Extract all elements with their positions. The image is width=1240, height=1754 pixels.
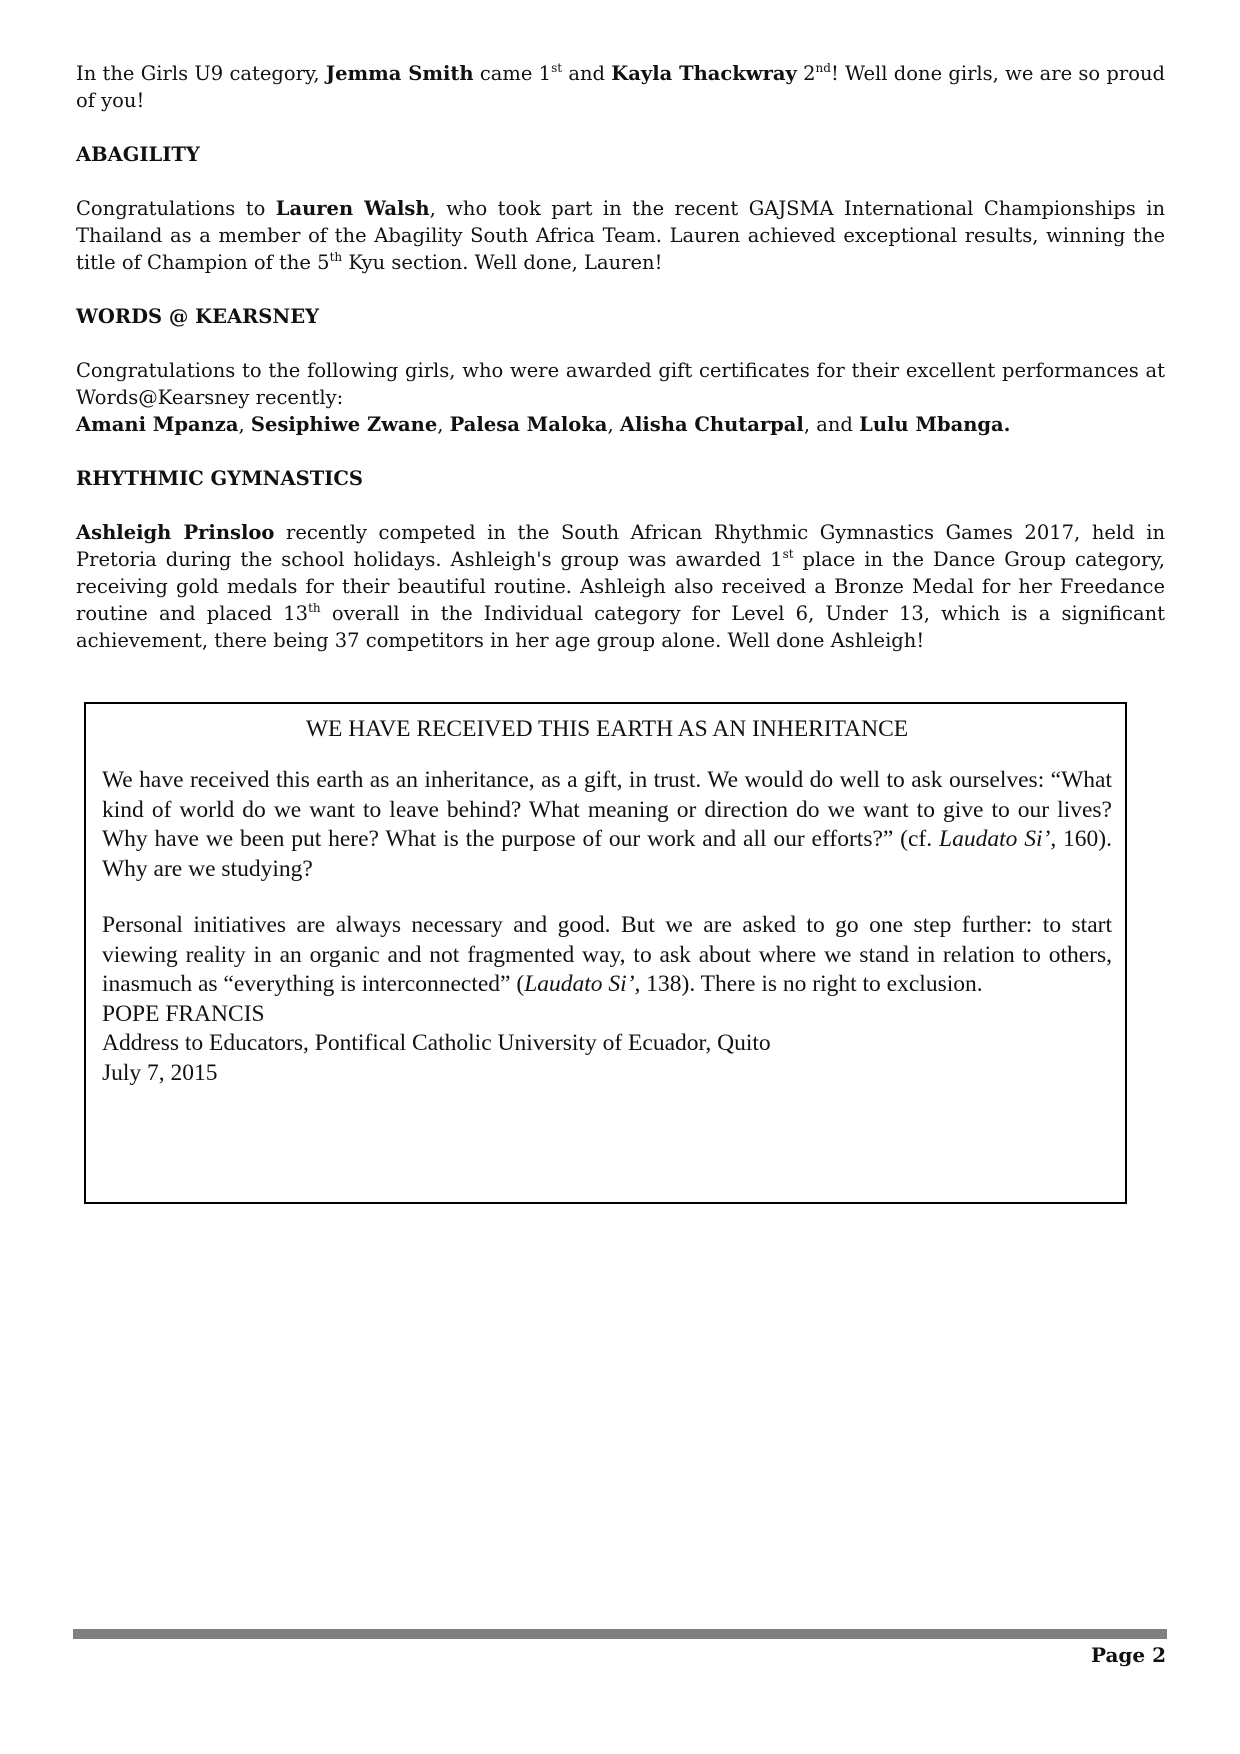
gymnast-name: Ashleigh Prinsloo xyxy=(76,521,275,544)
quote-title: WE HAVE RECEIVED THIS EARTH AS AN INHERITANCE xyxy=(305,716,909,742)
words-paragraph: Congratulations to the following girls, who were awarded gift certificates for their excellent performances at Words@Kearsney recently: xyxy=(76,359,1165,409)
article-column xyxy=(76,60,1165,654)
quote-date: July 7, 2015 xyxy=(102,1059,218,1086)
runner-up-name: Kayla Thackwray xyxy=(611,62,797,85)
student-name: Lauren Walsh xyxy=(275,197,430,220)
page-number: Page 2 xyxy=(1090,1643,1166,1667)
abagility-heading: ABAGILITY xyxy=(76,143,200,166)
words-names: Amani Mpanza, Sesiphiwe Zwane, Palesa Maloka, Alisha Chutarpal, and Lulu Mbanga. xyxy=(76,413,1011,436)
abagility-paragraph: Congratulations to Lauren Walsh, who took part in the recent GAJSMA International Championships in Thailand as a member of the Abagility South Africa Team. Lauren achieved exceptional results, winning the title of Champion of the 5th Kyu section. Well done, Lauren! xyxy=(76,197,1166,274)
footer-rule xyxy=(73,1629,1167,1639)
gymnastics-heading: RHYTHMIC GYMNASTICS xyxy=(76,467,363,490)
quote-author: POPE FRANCIS xyxy=(102,1000,265,1027)
words-heading: WORDS @ KEARSNEY xyxy=(76,305,319,328)
quote-paragraph-2: Personal initiatives are always necessary and good. But we are asked to go one step further: to start viewing reality in an organic and not fragmented way, to ask about where we stand in relation to others, inasmuch as “everything is interconnected” (Laudato Si’, 138). There is no right to exclusion. xyxy=(102,912,1112,997)
winner-name: Jemma Smith xyxy=(325,62,474,85)
quote-source: Address to Educators, Pontifical Catholic University of Ecuador, Quito xyxy=(102,1030,771,1056)
girls-u9-paragraph: In the Girls U9 category, Jemma Smith came 1st and Kayla Thackwray 2nd! Well done girls, we are so proud of you! xyxy=(76,60,1165,112)
gymnastics-paragraph: Ashleigh Prinsloo recently competed in the South African Rhythmic Gymnastics Games 2017, held in Pretoria during the school holidays. Ashleigh's group was awarded 1st place in the Dance Group category, receiving gold medals for their beautiful routine. Ashleigh also received a Bronze Medal for her Freedance routine and placed 13th overall in the Individual category for Level 6, Under 13, which is a significant achievement, there being 37 competitors in her age group alone. Well done Ashleigh! xyxy=(76,521,1166,652)
quote-paragraph-1: We have received this earth as an inheritance, as a gift, in trust. We would do well to ask ourselves: “What kind of world do we want to leave behind? What meaning or direction do we want to give to our lives? Why have we been put here? What is the purpose of our work and all our efforts?” (cf. Laudato Si’, 160). Why are we studying? xyxy=(102,767,1112,882)
quote-box xyxy=(84,702,1127,1204)
